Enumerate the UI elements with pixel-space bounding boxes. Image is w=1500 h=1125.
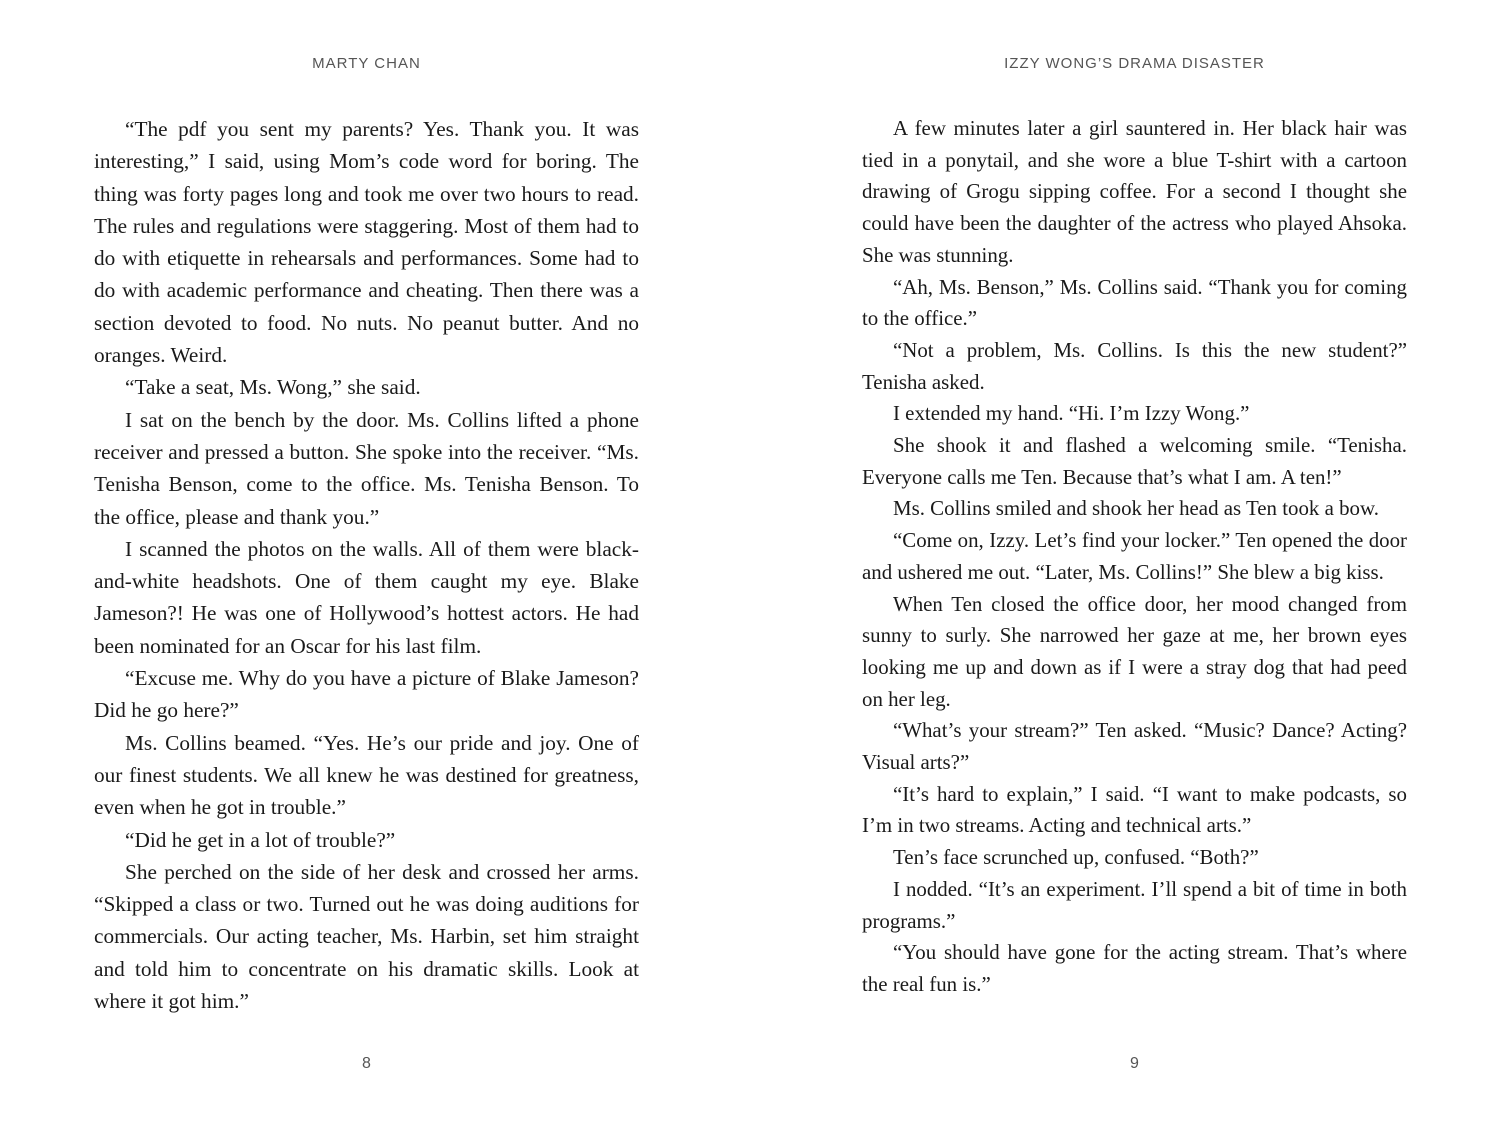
paragraph: “Ah, Ms. Benson,” Ms. Collins said. “Thank you for coming to the office.” (862, 274, 1407, 331)
running-head-title: IZZY WONG’S DRAMA DISASTER (1004, 55, 1265, 72)
paragraph: I extended my hand. “Hi. I’m Izzy Wong.” (893, 401, 1250, 426)
paragraph: A few minutes later a girl sauntered in. Her black hair was tied in a ponytail, and she wore a blue T-shirt with a cartoon drawing of Grogu sipping coffee. For a second I thought she could have been the daughter of the actress who played Ahsoka. She was stunning. (862, 116, 1407, 267)
page-number: 9 (1130, 1055, 1139, 1072)
paragraph: “Come on, Izzy. Let’s find your locker.” Ten opened the door and ushered me out. “Later, Ms. Collins!” She blew a big kiss. (862, 528, 1407, 584)
paragraph: Ms. Collins beamed. “Yes. He’s our pride and joy. One of our finest students. We all knew he was destined for greatness, even when he got in trouble.” (94, 730, 639, 820)
paragraph: Ten’s face scrunched up, confused. “Both?” (893, 845, 1259, 870)
left-page (94, 0, 639, 1125)
running-head-author: MARTY CHAN (312, 55, 421, 72)
paragraph: When Ten closed the office door, her mood changed from sunny to surly. She narrowed her gaze at me, her brown eyes looking me up and down as if I were a stray dog that had peed on her leg. (862, 591, 1407, 711)
paragraph: “Not a problem, Ms. Collins. Is this the new student?” Tenisha asked. (862, 337, 1407, 394)
paragraph: I nodded. “It’s an experiment. I’ll spend a bit of time in both programs.” (862, 876, 1407, 933)
paragraph: “Did he get in a lot of trouble?” (125, 827, 396, 852)
left-page-body (94, 113, 639, 1017)
right-page-body (862, 113, 1407, 1001)
paragraph: “Take a seat, Ms. Wong,” she said. (125, 375, 421, 400)
paragraph: “It’s hard to explain,” I said. “I want to make podcasts, so I’m in two streams. Acting and technical arts.” (862, 781, 1407, 838)
paragraph: She perched on the side of her desk and crossed her arms. “Skipped a class or two. Turned out he was doing auditions for commercials. Our acting teacher, Ms. Harbin, set him straight and told him to concentrate on his dramatic skills. Look at where it got him.” (94, 859, 639, 1014)
right-page (862, 0, 1407, 1125)
paragraph: “The pdf you sent my parents? Yes. Thank you. It was interesting,” I said, using Mom’s code word for boring. The thing was forty pages long and took me over two hours to read. The rules and regulations were staggering. Most of them had to do with etiquette in rehearsals and performances. Some had to do with academic performance and cheating. Then there was a section devoted to food. No nuts. No peanut butter. And no oranges. Weird. (94, 117, 639, 368)
paragraph: I sat on the bench by the door. Ms. Collins lifted a phone receiver and pressed a button. She spoke into the receiver. “Ms. Tenisha Benson, come to the office. Ms. Tenisha Benson. To the office, please and thank you.” (94, 407, 639, 529)
paragraph: I scanned the photos on the walls. All of them were black-and-white headshots. One of them caught my eye. Blake Jameson?! He was one of Hollywood’s hottest actors. He had been nominated for an Oscar for his last film. (94, 536, 639, 658)
paragraph: Ms. Collins smiled and shook her head as Ten took a bow. (893, 496, 1379, 521)
paragraph: “Excuse me. Why do you have a picture of Blake Jameson? Did he go here?” (94, 666, 639, 723)
paragraph: “You should have gone for the acting stream. That’s where the real fun is.” (862, 940, 1407, 996)
paragraph: “What’s your stream?” Ten asked. “Music? Dance? Acting? Visual arts?” (862, 718, 1407, 775)
paragraph: She shook it and flashed a welcoming smile. “Tenisha. Everyone calls me Ten. Because that’s what I am. A ten!” (862, 433, 1407, 489)
page-number: 8 (362, 1055, 371, 1072)
